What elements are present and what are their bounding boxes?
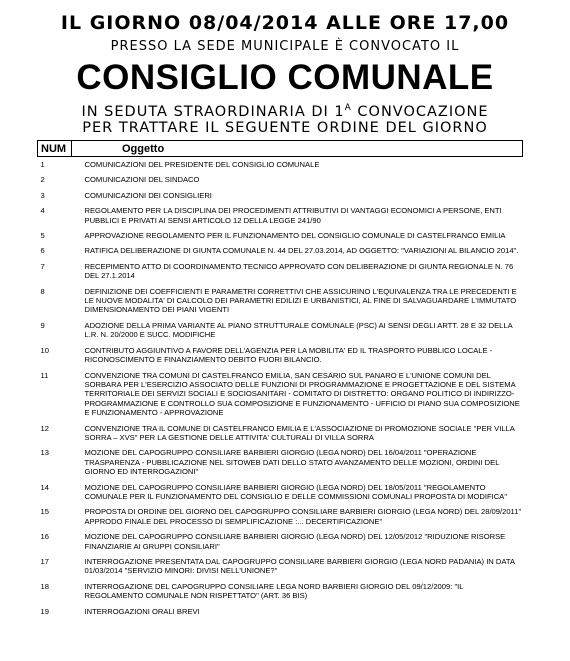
session-suffix: CONVOCAZIONE bbox=[351, 104, 489, 120]
agenda-body bbox=[38, 157, 523, 620]
agenda-item-number: 1 bbox=[40, 160, 45, 169]
agenda-item-subject: APPROVAZIONE REGOLAMENTO PER IL FUNZIONAMENTO DEL CONSIGLIO COMUNALE DI CASTELFRANCO EMILIA bbox=[84, 231, 506, 241]
agenda-item-subject: INTERROGAZIONI ORALI BREVI bbox=[84, 606, 200, 616]
table-row bbox=[38, 445, 523, 479]
session-line bbox=[0, 103, 570, 120]
table-row bbox=[38, 318, 523, 343]
agenda-item-subject: REGOLAMENTO PER LA DISCIPLINA DEI PROCEDIMENTI ATTRIBUTIVI DI VANTAGGI ECONOMICI A PERSONE, ENTI PUBBLICI E PRIVATI AI SENSI ARTICOLO 12 DELLA LEGGE 241/90 bbox=[84, 206, 502, 225]
agenda-table bbox=[37, 140, 523, 619]
agenda-item-number: 13 bbox=[40, 448, 49, 458]
agenda-item-subject: MOZIONE DEL CAPOGRUPPO CONSILIARE BARBIERI GIORGIO (LEGA NORD) DEL 12/05/2012 "RIDUZIONE RISORSE FINANZIARIE AI GRUPPI CONSILIARI" bbox=[84, 532, 506, 551]
agenda-intro: PER TRATTARE IL SEGUENTE ORDINE DEL GIORNO bbox=[82, 120, 488, 136]
agenda-item-subject: MOZIONE DEL CAPOGRUPPO CONSILIARE BARBIERI GIORGIO (LEGA NORD) DEL 16/04/2011 "OPERAZIONE TRASPARENZA - PUBBLICAZIONE NEL SITOWEB DATI DELLO STATO AVANZAMENTO DELLE MOZIONI, ORDINI DEL GIORNO ED INTERROGAZIONI" bbox=[84, 448, 500, 477]
table-row bbox=[38, 228, 523, 243]
agenda-item-number: 9 bbox=[40, 320, 45, 330]
agenda-item-number: 18 bbox=[40, 581, 49, 591]
agenda-item-subject: MOZIONE DEL CAPOGRUPPO CONSILIARE BARBIERI GIORGIO (LEGA NORD) DEL 18/05/2011 "REGOLAMENTO COMUNALE PER IL FUNZIONAMENTO DEL CONSIGLIO E DELLE COMMISSIONI COMUNALI PROPOSTA DI MODIFICA" bbox=[84, 482, 508, 501]
table-row bbox=[38, 421, 523, 446]
table-row bbox=[38, 579, 523, 604]
agenda-item-subject: PROPOSTA DI ORDINE DEL GIORNO DEL CAPOGRUPPO CONSILIARE BARBIERI GIORGIO (LEGA NORD) DEL 28/09/2011" APPRODO FINALE DEL PROCESSO DI SEMPLIFICAZIONE :... DECERTIFICAZIONE" bbox=[84, 507, 522, 526]
agenda-item-subject: CONVENZIONE TRA COMUNI DI CASTELFRANCO EMILIA, SAN CESARIO SUL PANARO E L'UNIONE COMUNI DEL SORBARA PER L'ESERCIZIO ASSOCIATO DELLE FUNZIONI DI PROGRAMMAZIONE E PROGETTAZIONE E DEL SISTEMA TERRITORIALE DEI SERVIZI SOCIALI E SOCIOSANITARI - COMITATO DI DISTRETTO: ORGANO POLITICO DI INDIRIZZO-PROGRAMMAZIONE E CONTROLLO SUA COMPOSIZIONE E FUNZIONAMENTO - UFFICIO DI PIANO SUA COMPOSIZIONE E FUNZIONAMENTO - APPROVAZIONE bbox=[84, 370, 520, 418]
agenda-item-number: 16 bbox=[40, 532, 49, 542]
table-row bbox=[38, 480, 523, 505]
agenda-item-number: 15 bbox=[40, 507, 49, 517]
page-title: CONSIGLIO COMUNALE bbox=[76, 58, 494, 97]
convocation-line: PRESSO LA SEDE MUNICIPALE È CONVOCATO IL bbox=[110, 39, 460, 54]
session-superscript: A bbox=[344, 103, 352, 113]
agenda-item-number: 3 bbox=[40, 190, 45, 200]
agenda-item-number: 2 bbox=[40, 175, 45, 185]
agenda-item-number: 7 bbox=[40, 261, 45, 271]
agenda-item-subject: COMUNICAZIONI DEL SINDACO bbox=[84, 175, 200, 185]
table-row bbox=[38, 284, 523, 318]
session-prefix: IN SEDUTA STRAORDINARIA DI 1 bbox=[81, 104, 345, 120]
agenda-header-row bbox=[38, 141, 523, 157]
date-line: IL GIORNO 08/04/2014 ALLE ORE 17,00 bbox=[60, 12, 510, 34]
agenda-item-number: 6 bbox=[40, 246, 45, 256]
table-row bbox=[38, 172, 523, 187]
agenda-item-number: 17 bbox=[40, 557, 49, 566]
agenda-item-number: 10 bbox=[40, 345, 49, 355]
column-header-num: NUM bbox=[38, 141, 72, 157]
table-row bbox=[38, 203, 523, 228]
table-row bbox=[38, 368, 523, 421]
agenda-item-subject: INTERROGAZIONE DEL CAPOGRUPPO CONSILIARE LEGA NORD BARBIERI GIORGIO DEL 09/12/2009: "IL REGOLAMENTO COMUNALE NON RISPETTATO" (ART. 36 BIS) bbox=[84, 581, 464, 601]
agenda-item-number: 19 bbox=[40, 606, 49, 616]
table-row bbox=[38, 554, 523, 579]
table-row bbox=[38, 188, 523, 203]
agenda-item-number: 14 bbox=[40, 482, 49, 492]
table-row bbox=[38, 604, 523, 619]
agenda-item-number: 12 bbox=[40, 423, 49, 433]
agenda-item-subject: ADOZIONE DELLA PRIMA VARIANTE AL PIANO STRUTTURALE COMUNALE (PSC) AI SENSI DEGLI ARTT. 28 E 32 DELLA L.R. N. 20/2000 E SUCC. MODIFICHE bbox=[84, 320, 513, 340]
agenda-item-subject: COMUNICAZIONI DEI CONSIGLIERI bbox=[84, 190, 212, 200]
table-row bbox=[38, 529, 523, 554]
table-row bbox=[38, 504, 523, 529]
column-header-subject: Oggetto bbox=[72, 141, 523, 157]
agenda-item-subject: DEFINIZIONE DEI COEFFICIENTI E PARAMETRI CORRETTIVI CHE ASSICURINO L'EQUIVALENZA TRA LE PRECEDENTI E LE NUOVE MODALITA' DI CALCOLO DEI PARAMETRI EDILIZI E URBANISTICI, AL FINE DI SALVAGUARDARE L'IMMUTATO DIMENSIONAMENTO DEI PIANI VIGENTI bbox=[84, 286, 517, 315]
agenda-item-subject: CONVENZIONE TRA IL COMUNE DI CASTELFRANCO EMILIA E L'ASSOCIAZIONE DI PROMOZIONE SOCIALE "PER VILLA SORRA – XVS" PER LA GESTIONE DELLE ATTIVITA' CULTURALI DI VILLA SORRA bbox=[84, 423, 515, 442]
agenda-item-subject: COMUNICAZIONI DEL PRESIDENTE DEL CONSIGLIO COMUNALE bbox=[84, 160, 320, 169]
table-row bbox=[38, 157, 523, 173]
agenda-item-number: 5 bbox=[40, 231, 45, 241]
table-row bbox=[38, 259, 523, 284]
agenda-item-subject: INTERROGAZIONE PRESENTATA DAL CAPOGRUPPO CONSILIARE BARBIERI GIORGIO (LEGA NORD PADANIA) IN DATA 01/03/2014 "SERVIZIO MINORI: DIVISI NELL'UNIONE?" bbox=[84, 557, 515, 576]
agenda-item-subject: RATIFICA DELIBERAZIONE DI GIUNTA COMUNALE N. 44 DEL 27.03.2014, AD OGGETTO: "VARIAZIONI AL BILANCIO 2014". bbox=[84, 246, 519, 256]
agenda-item-subject: RECEPIMENTO ATTO DI COORDINAMENTO TECNICO APPROVATO CON DELIBERAZIONE DI GIUNTA REGIONALE N. 76 DEL 27.1.2014 bbox=[84, 261, 514, 281]
table-row bbox=[38, 343, 523, 368]
agenda-item-number: 4 bbox=[40, 206, 45, 216]
table-row bbox=[38, 243, 523, 258]
agenda-item-subject: CONTRIBUTO AGGIUNTIVO A FAVORE DELL'AGENZIA PER LA MOBILITA' ED IL TRASPORTO PUBBLICO LOCALE - RICONOSCIMENTO E FINANZIAMENTO DEBITO FUORI BILANCIO. bbox=[84, 345, 493, 365]
agenda-item-number: 8 bbox=[40, 286, 45, 296]
agenda-item-number: 11 bbox=[40, 370, 49, 380]
